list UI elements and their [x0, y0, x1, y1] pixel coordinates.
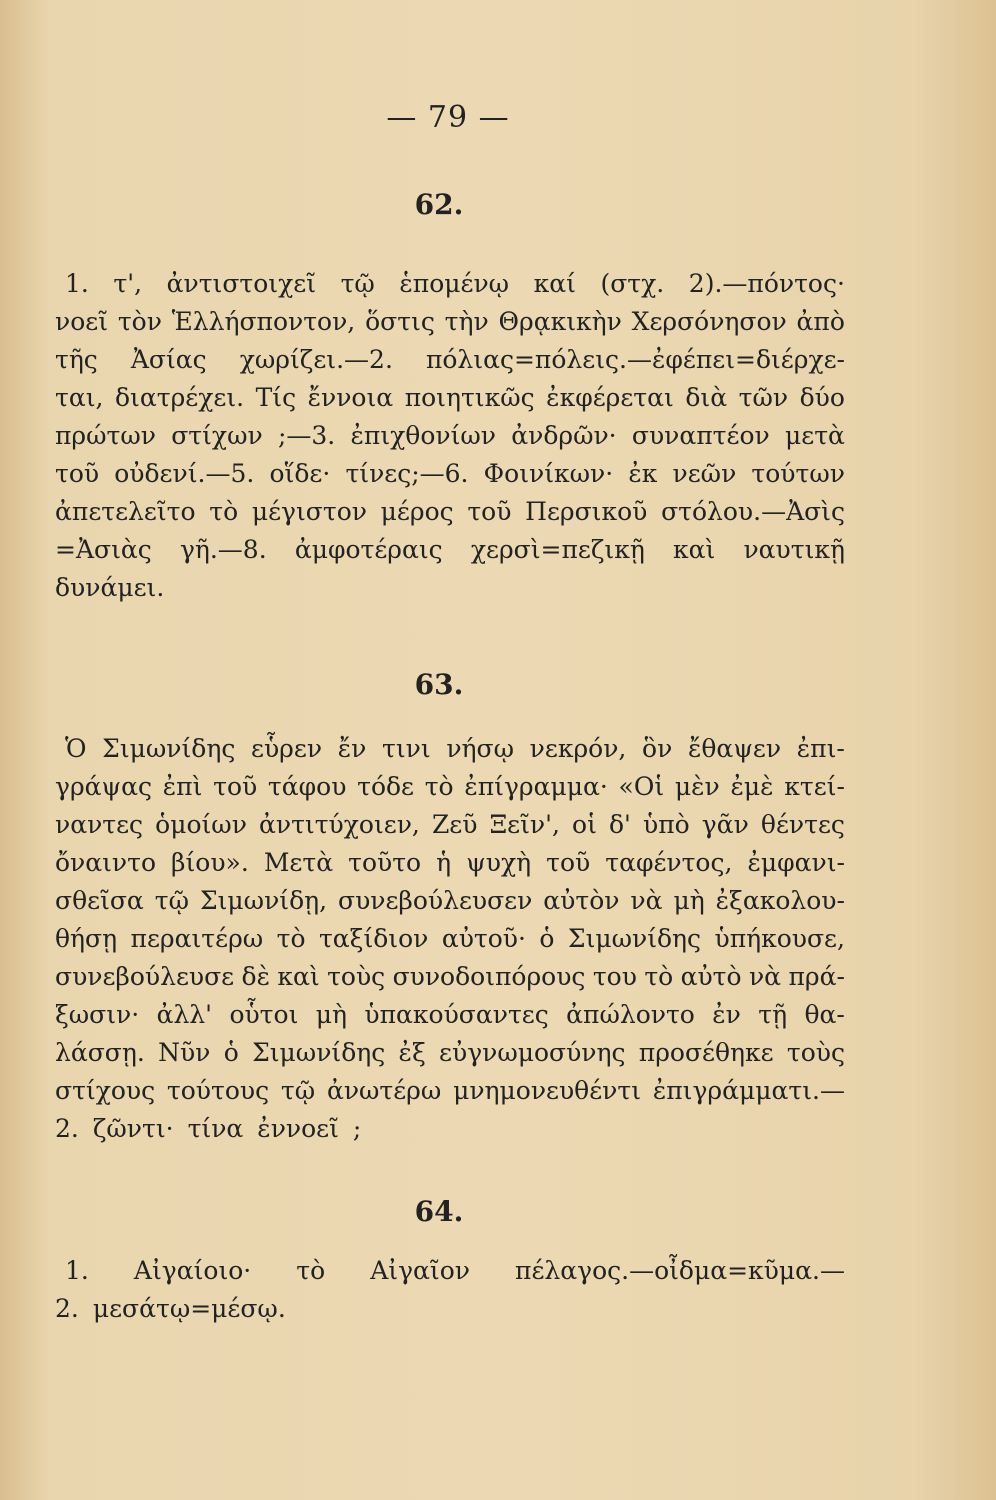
word: γράψας — [55, 772, 153, 801]
word: τῶν — [738, 383, 789, 412]
word: εὐγνωμοσύνης — [439, 1038, 626, 1067]
word: Μετὰ — [263, 848, 334, 877]
word: πρώτων — [55, 421, 156, 450]
word: ἀπὸ — [796, 307, 845, 336]
word: μέγιστον — [251, 497, 367, 526]
word: ἀντιστοιχεῖ — [166, 269, 317, 298]
word: τίνα — [187, 1114, 244, 1143]
word: στίχους — [55, 1076, 156, 1105]
word: ἀλλ' — [156, 1000, 213, 1029]
text-line — [55, 958, 845, 996]
word: θήσῃ — [55, 924, 118, 953]
word: τὸ — [296, 1256, 326, 1285]
word: νὰ — [748, 962, 782, 991]
word: μὴ — [673, 886, 705, 915]
section-number-64: 64. — [414, 1195, 464, 1228]
word: ἔννοια — [307, 383, 394, 412]
text-line — [55, 1290, 845, 1328]
word: ἐπι- — [796, 734, 845, 763]
word: νήσῳ — [446, 734, 514, 763]
word: αὐτὸ — [680, 962, 742, 991]
word: οὐδενί.—5. — [114, 459, 255, 488]
word: θέντες — [760, 810, 845, 839]
word: τὸ — [424, 772, 454, 801]
word: τίνες;—6. — [345, 459, 469, 488]
word: Ἑλλήσποντον, — [171, 307, 356, 336]
word: ; — [352, 1114, 362, 1143]
word: σθεῖσα — [55, 886, 144, 915]
word: οἵδε· — [269, 459, 331, 488]
word: Σιμωνίδης — [567, 924, 702, 953]
word: ναντες — [55, 810, 144, 839]
word: ὅστις — [365, 307, 435, 336]
word: Αἰγαίοιο· — [133, 1256, 252, 1285]
word: ὁμοίων — [155, 810, 247, 839]
word: διατρέχει. — [115, 383, 245, 412]
word: ἀνδρῶν· — [511, 421, 617, 450]
word: μὴ — [315, 1000, 348, 1029]
word: τούτους — [166, 1076, 270, 1105]
word: χερσὶ=πεζικῇ — [470, 535, 645, 564]
word: πρά- — [788, 962, 845, 991]
word: τὴν — [444, 307, 489, 336]
word: ται, — [55, 383, 104, 412]
word: τούτων — [751, 459, 845, 488]
word: τ', — [113, 269, 143, 298]
word: Περσικοῦ — [525, 497, 648, 526]
word: ὁ — [539, 924, 555, 953]
word: ἐμὲ — [730, 772, 774, 801]
word: διὰ — [685, 383, 728, 412]
text-line — [55, 1110, 845, 1148]
word: Σιμωνίδης — [102, 734, 236, 763]
word: ἑπομένῳ — [399, 269, 510, 298]
word: ἀντιτύχοιεν, — [259, 810, 420, 839]
word: ναυτικῇ — [743, 535, 845, 564]
word: δυνάμει. — [55, 573, 165, 602]
word: Νῦν — [158, 1038, 211, 1067]
word: νεῶν — [672, 459, 737, 488]
word: καὶ — [277, 962, 320, 991]
word: δ' — [608, 810, 631, 839]
text-line — [55, 1072, 845, 1110]
word: νοεῖ — [55, 307, 109, 336]
word: Τίς — [255, 383, 297, 412]
word: τὸ — [276, 924, 306, 953]
word: αὐτὸν — [543, 886, 620, 915]
text-line — [55, 303, 845, 341]
word: προσέθηκε — [638, 1038, 774, 1067]
word: Ὁ — [65, 734, 87, 763]
word: καὶ — [672, 535, 716, 564]
word: Αἰγαῖον — [370, 1256, 470, 1285]
text-line — [55, 882, 845, 920]
word: Σιμωνίδῃ, — [199, 886, 328, 915]
word: (στχ. — [600, 269, 665, 298]
text-line — [55, 996, 845, 1034]
word: συνεβούλευσεν — [338, 886, 533, 915]
word: συνοδοιπόρους — [392, 962, 586, 991]
word: ὑπακούσαντες — [364, 1000, 549, 1029]
word: περαιτέρω — [130, 924, 264, 953]
word: εὗρεν — [251, 734, 323, 763]
word: τοὺς — [786, 1038, 845, 1067]
word: ἀμφοτέραις — [294, 535, 443, 564]
word: τοῦ — [55, 459, 100, 488]
word: τῷ — [280, 1076, 316, 1105]
word: ἡ — [436, 848, 452, 877]
word: ἐμφανι- — [747, 848, 845, 877]
word: Ξεῖν', — [489, 810, 560, 839]
word: τῆς — [55, 345, 98, 374]
word: τοῦ — [546, 848, 591, 877]
word: κτεί- — [784, 772, 845, 801]
word: θα- — [804, 1000, 845, 1029]
word: ἐννοεῖ — [257, 1114, 339, 1143]
text-line — [55, 569, 845, 607]
word: οἱ — [572, 810, 597, 839]
word: «Οἱ — [618, 772, 665, 801]
word: καί — [533, 269, 576, 298]
word: τόδε — [357, 772, 414, 801]
word: χωρίζει.—2. — [239, 345, 393, 374]
word: δύο — [799, 383, 845, 412]
word: ;—3. — [277, 421, 336, 450]
word: τῷ — [340, 269, 375, 298]
section-number-62: 62. — [414, 188, 464, 221]
word: ἐκ — [628, 459, 658, 488]
word: ἐκφέρεται — [546, 383, 674, 412]
text-line — [55, 417, 845, 455]
section-62-text — [55, 265, 845, 607]
word: τάφου — [267, 772, 347, 801]
word: ἐπιγράμματι.— — [652, 1076, 845, 1105]
word: =Ἀσιὰς — [55, 535, 152, 564]
word: δὲ — [241, 962, 270, 991]
text-line — [55, 844, 845, 882]
text-line — [55, 806, 845, 844]
word: 1. — [65, 1256, 89, 1285]
word: ξωσιν· — [55, 1000, 140, 1029]
word: ζῶντι· — [92, 1114, 174, 1143]
word: τοῦτο — [348, 848, 422, 877]
word: Σιμωνίδης — [252, 1038, 386, 1067]
word: ἐξ — [398, 1038, 426, 1067]
word: μὲν — [674, 772, 720, 801]
word: τῷ — [154, 886, 189, 915]
word: τοῦ — [467, 497, 512, 526]
word: συναπτέον — [631, 421, 770, 450]
word: μέρος — [380, 497, 454, 526]
text-line — [55, 341, 845, 379]
word: ἔθαψεν — [687, 734, 782, 763]
word: ὑπήκουσε, — [714, 924, 845, 953]
word: μεσάτῳ=μέσῳ. — [92, 1294, 286, 1323]
word: τοὺς — [327, 962, 386, 991]
word: τὸ — [644, 962, 674, 991]
word: 2).—πόντος· — [688, 269, 845, 298]
word: συνεβούλευσε — [55, 962, 235, 991]
word: ἀνωτέρω — [326, 1076, 442, 1105]
word: ποιητικῶς — [404, 383, 535, 412]
text-line — [55, 1252, 845, 1290]
text-line — [55, 531, 845, 569]
word: ἐπὶ — [162, 772, 203, 801]
word: ἐπιχθονίων — [350, 421, 496, 450]
word: Ζεῦ — [431, 810, 478, 839]
word: ἀπετελεῖτο — [55, 497, 196, 526]
word: ταξίδιον — [318, 924, 429, 953]
word: ἔν — [337, 734, 367, 763]
text-line — [55, 379, 845, 417]
word: Φοινίκων· — [483, 459, 614, 488]
word: γᾶν — [701, 810, 749, 839]
word: πέλαγος.—οἶδμα=κῦμα.— — [515, 1256, 845, 1285]
word: νὰ — [630, 886, 663, 915]
word: ὃν — [642, 734, 673, 763]
word: στόλου.—Ἀσὶς — [661, 497, 845, 526]
word: ψυχὴ — [466, 848, 532, 877]
word: μετὰ — [785, 421, 845, 450]
text-line — [55, 265, 845, 303]
word: Θρᾳκικὴν — [498, 307, 622, 336]
word: ὑπὸ — [643, 810, 690, 839]
word: πόλιας=πόλεις.—ἐφέπει=διέρχε- — [425, 345, 845, 374]
text-line — [55, 768, 845, 806]
text-line — [55, 493, 845, 531]
word: 2. — [55, 1294, 79, 1323]
text-line — [55, 455, 845, 493]
word: 2. — [55, 1114, 79, 1143]
word: τὸν — [117, 307, 162, 336]
section-number-63: 63. — [414, 668, 464, 701]
word: ἀπώλοντο — [566, 1000, 695, 1029]
section-64-text — [55, 1252, 845, 1328]
word: τὸ — [209, 497, 239, 526]
word: ὁ — [223, 1038, 239, 1067]
section-63-text — [55, 730, 845, 1148]
word: ἐπίγραμμα· — [464, 772, 608, 801]
word: ταφέντος, — [605, 848, 733, 877]
text-line — [55, 920, 845, 958]
word: τινι — [382, 734, 431, 763]
text-line — [55, 730, 845, 768]
word: μνημονευθέντι — [453, 1076, 641, 1105]
word: ἐν — [712, 1000, 741, 1029]
text-line — [55, 1034, 845, 1072]
word: Ἀσίας — [130, 345, 207, 374]
page-number: — 79 — — [386, 100, 510, 135]
word: βίου». — [171, 848, 249, 877]
word: νεκρόν, — [529, 734, 627, 763]
word: οὗτοι — [229, 1000, 299, 1029]
word: τῇ — [758, 1000, 788, 1029]
word: Χερσόνησον — [631, 307, 787, 336]
word: γῆ.—8. — [179, 535, 267, 564]
word: του — [592, 962, 637, 991]
word: ἐξακολου- — [715, 886, 845, 915]
word: αὐτοῦ· — [441, 924, 526, 953]
word: λάσσῃ. — [55, 1038, 145, 1067]
word: στίχων — [171, 421, 263, 450]
word: ὄναιντο — [55, 848, 157, 877]
word: 1. — [65, 269, 89, 298]
word: τοῦ — [213, 772, 258, 801]
